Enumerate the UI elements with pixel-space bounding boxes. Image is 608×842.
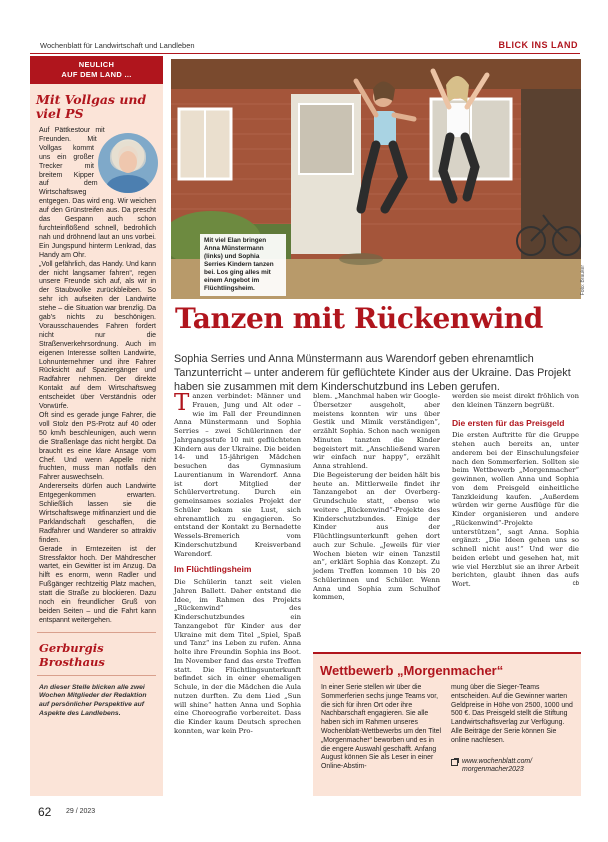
contest-info-box <box>313 652 581 796</box>
sidebar-body <box>30 127 163 626</box>
sidebar-column <box>30 56 163 796</box>
sidebar-paragraph: „Voll gefährlich, das Handy. Und kann der nicht langsamer fahren“, regen unsere Freunde sich auf, als wir in der Staubwolke zurückbleiben. So sehr ich aufseiten der Landwirte stehe – die Situation war brenzlig. Da gab’s nichts zu beschönigen. Vorausschauendes Fahren fordert nicht nur die Straßenverkehrsordnung. Auch im eigenen Interesse sollten Landwirte, Lohnunternehmer und ihre Fahrer Rücksicht auf Spaziergänger und Radfahrer nehmen. Der direkte Kontakt auf dem Wirtschaftsweg entscheidet über Verständnis oder Vorwürfe. <box>39 260 156 411</box>
drop-cap: T <box>174 390 190 416</box>
sidebar-paragraph: Oft sind es gerade junge Fahrer, die voll Stolz den PS-Protz auf 40 oder 50 km/h beschleunigen, auch wenn die Straßenlage das nicht hergibt. Da braucht es eine klare Ansage vom Chef. Und wenn Appelle nicht fruchten, muss man notfalls den Fahrer auswechseln. <box>39 412 156 482</box>
external-link-icon <box>451 759 458 766</box>
issue-number: 29 / 2023 <box>66 808 96 815</box>
header-rule <box>30 53 580 54</box>
sidebar-note: An dieser Stelle blicken alle zwei Wochen Mitglieder der Redaktion auf persönlicher Perspektive auf Aspekte des Landlebens. <box>37 675 156 718</box>
sidebar-banner <box>30 56 163 84</box>
page-number: 62 <box>38 805 52 819</box>
contest-link-line1: www.wochenblatt.com/ <box>462 757 533 765</box>
contest-box-text-2: mung über die Sieger-Teams entscheiden. Auf die Gewinner warten Geldpreise in Höhe von 2500, 1000 und 500 €. Das Preisgeld stellt die Stiftung Landwirtschaftsverlag zur Verfügung. Alle Beiträge der Serie können Sie online nachlesen. <box>451 684 573 744</box>
section-label: BLICK INS LAND <box>498 40 578 50</box>
contest-link-text[interactable] <box>462 758 532 776</box>
publication-name: Wochenblatt für Landwirtschaft und Landleben <box>40 41 195 50</box>
author-initials: cb <box>572 581 579 587</box>
sidebar-paragraph: Auf Pättkestour mit Freunden. Mit Vollgas kommt uns ein großer Trecker mit breitem Kipper auf dem Wirtschaftsweg entgegen. Das wird eng. Wir weichen auf den Grünstreifen aus. Da prescht das Gespann auch schon furchteinflößend schnell, bedrohlich nah und dröhnend laut an uns vorbei. Ein Jungspund hinterm Lenkrad, das Handy am Ohr. <box>39 127 156 259</box>
sidebar-paragraph: Andererseits dürfen auch Landwirte Entgegenkommen erwarten. Schließlich lassen sie die Wirtschaftswege mitfinanziert und die Parklandschaft geschaffen, die Radfahrer und Wanderer so attraktiv finden. <box>39 483 156 544</box>
contest-box-text-1: In einer Serie stellen wir über die Sommerferien sechs junge Teams vor, die sich für ihren Ort oder ihre Nachbarschaft engagieren. Sie alle haben sich im Rahmen unseres Wochenblatt-Wettbewerbs um den Titel „Morgenmacher“ beworben und es in die engere Auswahl geschafft. Anfang August können Sie als Leser in einer Online-Abstim- <box>321 684 442 771</box>
article-paragraph: Die Schülerin tanzt seit vielen Jahren Ballett. Daher entstand die Idee, im Rahmen des Projekts „Rückenwind“ des Kinderschutzbundes ein Tanzangebot für Kinder aus der Ukraine mit dem Titel „Spiel, Spaß und Tanz“ ins Leben zu rufen. Anna holte ihre Freundin Sophia ins Boot. Im November fand das erste Treffen statt. Die Flüchtlingsunterkunft befindet sich in einer ehemaligen Schule, in der die Mädchen die Aula nutzen durften. Zu dem Lied „Sun will shine“ hatten Anna und Sophia eine Choreografie vorbereitet. Dass die Kinder kaum Deutsch sprechen konnten, war kein Pro- <box>174 578 301 735</box>
article-column-3 <box>452 392 579 589</box>
article-paragraph: anzen verbindet: Männer und Frauen, Jung und Alt oder – wie im Fall der Freundinnen Anna Münstermann und Sophia Serries – zwei Schülerinnen der Jahrgangsstufe 10 mit geflüchteten Kindern aus der Ukraine. Die beiden 14- und 15-jährigen Mädchen besuchen das Gymnasium Laurentianum in Warendorf. Anna ist dort Mitglied der Schülervertretung. Durch ein gemeinsames soziales Projekt der Schüler bekam sie Lust, sich ehrenamtlich zu engagieren. So entstand der Kontakt zu Bernadette Wessels-Bremerich vom Kinderschutzbund Kreisverband Warendorf. <box>174 392 301 558</box>
sidebar-title: Mit Vollgas und viel PS <box>36 92 147 121</box>
portrait-shirt <box>106 175 150 193</box>
contest-link-line2: morgenmacher2023 <box>462 766 524 774</box>
author-signature: Gerburgis Brosthaus <box>37 632 156 675</box>
article-column-1 <box>174 392 301 736</box>
author-portrait <box>98 133 158 193</box>
sidebar-paragraph: Gerade in Erntezeiten ist der Stressfaktor hoch. Der Mähdrescher wartet, ein Gewitter ist im Anzug. Da hilft es enorm, wenn Radler und Fußgänger rechtzeitig Platz machen, statt die Straße zu blockieren. Dazu noch ein freundlicher Gruß von beiden Seiten – und die Fahrt kann entspannt weitergehen. <box>39 545 156 624</box>
portrait-face <box>119 151 137 173</box>
article-paragraph-text: Die ersten Auftritte für die Gruppe stehen auch bereits an, unter anderem bei der Einschulungsfeier nach den Sommerferien. Sollten sie beim Wettbewerb „Morgenmacher“ gewinnen, wollen Anna und Sophia von dem Preisgeld einheitliche Tanzkleidung kaufen. „Außerdem würden wir gerne Ausflüge für die Kinder organisieren und andere „Rückenwind“-Projekte unterstützen“, sagt Anna. Sophia ergänzt: „Die Ideen gehen uns so schnell nicht aus!“ Und wer die beiden erlebt und gesehen hat, mit wie viel Herzblut sie an ihrer Arbeit berichten, glaubt ihnen das aufs Wort. <box>452 431 579 588</box>
article-paragraph <box>452 431 579 589</box>
contest-box-columns <box>313 684 581 775</box>
contest-box-column-2 <box>451 684 573 775</box>
article-lead: Sophia Serries und Anna Münstermann aus Warendorf geben ehrenamtlich Tanzunterricht – unter anderem für geflüchtete Kinder aus der Ukraine. Das Projekt haben sie zusammen mit dem Kinderschutzbund ins Leben gerufen. <box>174 353 571 394</box>
contest-link[interactable] <box>451 758 573 776</box>
article-paragraph: Die Begeisterung der beiden hält bis heute an. Mittlerweile findet ihr Tanzangebot an der Overberg-Grundschule statt, ebenso wie weitere „Rückenwind“-Projekte des Kinderschutzbundes. Einige der Kinder aus der Flüchtlingsunterkunft gehen dort auch zur Schule. „Jeweils für vier Wochen bieten wir einen Tanzstil an“, erklärt Sophia das Konzept. Zu jedem Treffen kommen 10 bis 20 Schülerinnen und Schüler. Wenn Anna und Sophia zum Schulhof kommen, <box>313 470 440 602</box>
sidebar-banner-line2: AUF DEM LAND ... <box>61 70 132 79</box>
sidebar-banner-line1: NEULICH <box>78 60 115 69</box>
article-paragraph: blem. „Manchmal haben wir Google-Übersetzer ausgeholt, aber meistens konnten wir uns über Gestik und Mimik verständigen“, erzählt Sophia. Schon nach wenigen Minuten tanzten die Kinder begeistert mit. „Anschließend waren wir einfach nur happy“, erzählt Anna strahlend. <box>313 392 440 470</box>
article-paragraph: werden sie meist direkt fröhlich von den kleinen Tänzern begrüßt. <box>452 392 579 409</box>
article-column-2 <box>313 392 440 602</box>
article-subhead: Im Flüchtlingsheim <box>174 564 252 575</box>
contest-box-title: Wettbewerb „Morgenmacher“ <box>320 663 504 678</box>
article-subhead: Die ersten für das Preisgeld <box>452 417 565 428</box>
article-headline: Tanzen mit Rückenwind <box>175 302 543 335</box>
photo-credit: Foto: Brauker <box>580 265 586 296</box>
photo-caption: Mit viel Elan bringen Anna Münstermann (links) und Sophia Serries Kindern tanzen bei. Los ging alles mit einem Angebot im Flüchtlingsheim. <box>200 234 286 296</box>
